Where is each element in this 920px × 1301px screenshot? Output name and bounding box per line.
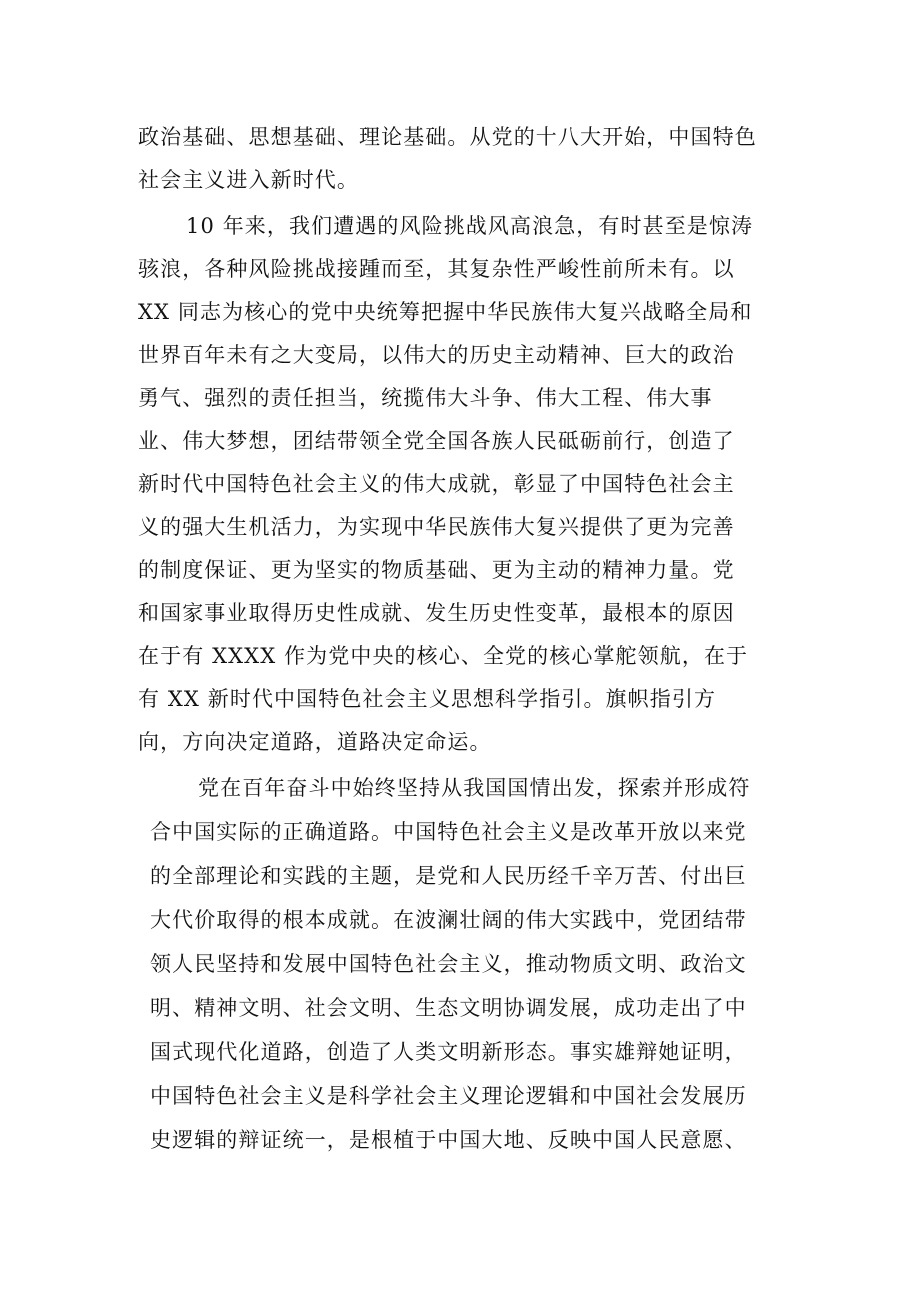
paragraph-2-line-1: 10 年来，我们遭遇的风险挑战风高浪急，有时甚至是惊涛 — [186, 214, 754, 238]
paragraph-2-line-3: XX 同志为核心的党中央统筹把握中华民族伟大复兴战略全局和 — [138, 300, 753, 324]
paragraph-2-line-12: 有 XX 新时代中国特色社会主义思想科学指引。旗帜指引方 — [138, 687, 717, 711]
paragraph-3-line-4: 大代价取得的根本成就。在波澜壮阔的伟大实践中，党团结带 — [150, 908, 747, 932]
paragraph-2-line-11: 在于有 XXXX 作为党中央的核心、全党的核心掌舵领航，在于 — [138, 644, 749, 668]
paragraph-2-line-9: 的制度保证、更为坚实的物质基础、更为主动的精神力量。党 — [138, 558, 735, 582]
paragraph-2-line-6: 业、伟大梦想，团结带领全党全国各族人民砥砺前行，创造了 — [138, 429, 735, 453]
paragraph-1-line-2: 社会主义进入新时代。 — [138, 168, 359, 192]
paragraph-3-line-3: 的全部理论和实践的主题，是党和人民历经千辛万苦、付出巨 — [150, 864, 747, 888]
paragraph-2-line-5: 勇气、强烈的责任担当，统揽伟大斗争、伟大工程、伟大事 — [138, 386, 713, 410]
paragraph-2-line-8: 义的强大生机活力，为实现中华民族伟大复兴提供了更为完善 — [138, 515, 735, 539]
paragraph-2-line-13: 向，方向决定道路，道路决定命运。 — [138, 730, 492, 754]
paragraph-3-line-2: 合中国实际的正确道路。中国特色社会主义是改革开放以来党 — [150, 820, 747, 844]
paragraph-2-line-7: 新时代中国特色社会主义的伟大成就，彰显了中国特色社会主 — [138, 472, 735, 496]
paragraph-3-line-8: 中国特色社会主义是科学社会主义理论逻辑和中国社会发展历 — [150, 1084, 747, 1108]
paragraph-3-line-6: 明、精神文明、社会文明、生态文明协调发展，成功走出了中 — [150, 996, 747, 1020]
paragraph-3-line-1: 党在百年奋斗中始终坚持从我国国情出发，探索并形成符 — [198, 776, 751, 800]
paragraph-3-line-9: 史逻辑的辩证统一，是根植于中国大地、反映中国人民意愿、 — [150, 1128, 747, 1152]
paragraph-1-line-1: 政治基础、思想基础、理论基础。从党的十八大开始，中国特色 — [138, 125, 757, 149]
paragraph-3-line-7: 国式现代化道路，创造了人类文明新形态。事实雄辩她证明， — [150, 1040, 747, 1064]
paragraph-2-line-4: 世界百年未有之大变局，以伟大的历史主动精神、巨大的政治 — [138, 343, 735, 367]
paragraph-3-line-5: 领人民坚持和发展中国特色社会主义，推动物质文明、政治文 — [150, 952, 747, 976]
paragraph-2-line-2: 骇浪，各种风险挑战接踵而至，其复杂性严峻性前所未有。以 — [138, 257, 735, 281]
paragraph-2-line-10: 和国家事业取得历史性成就、发生历史性变革，最根本的原因 — [138, 601, 735, 625]
